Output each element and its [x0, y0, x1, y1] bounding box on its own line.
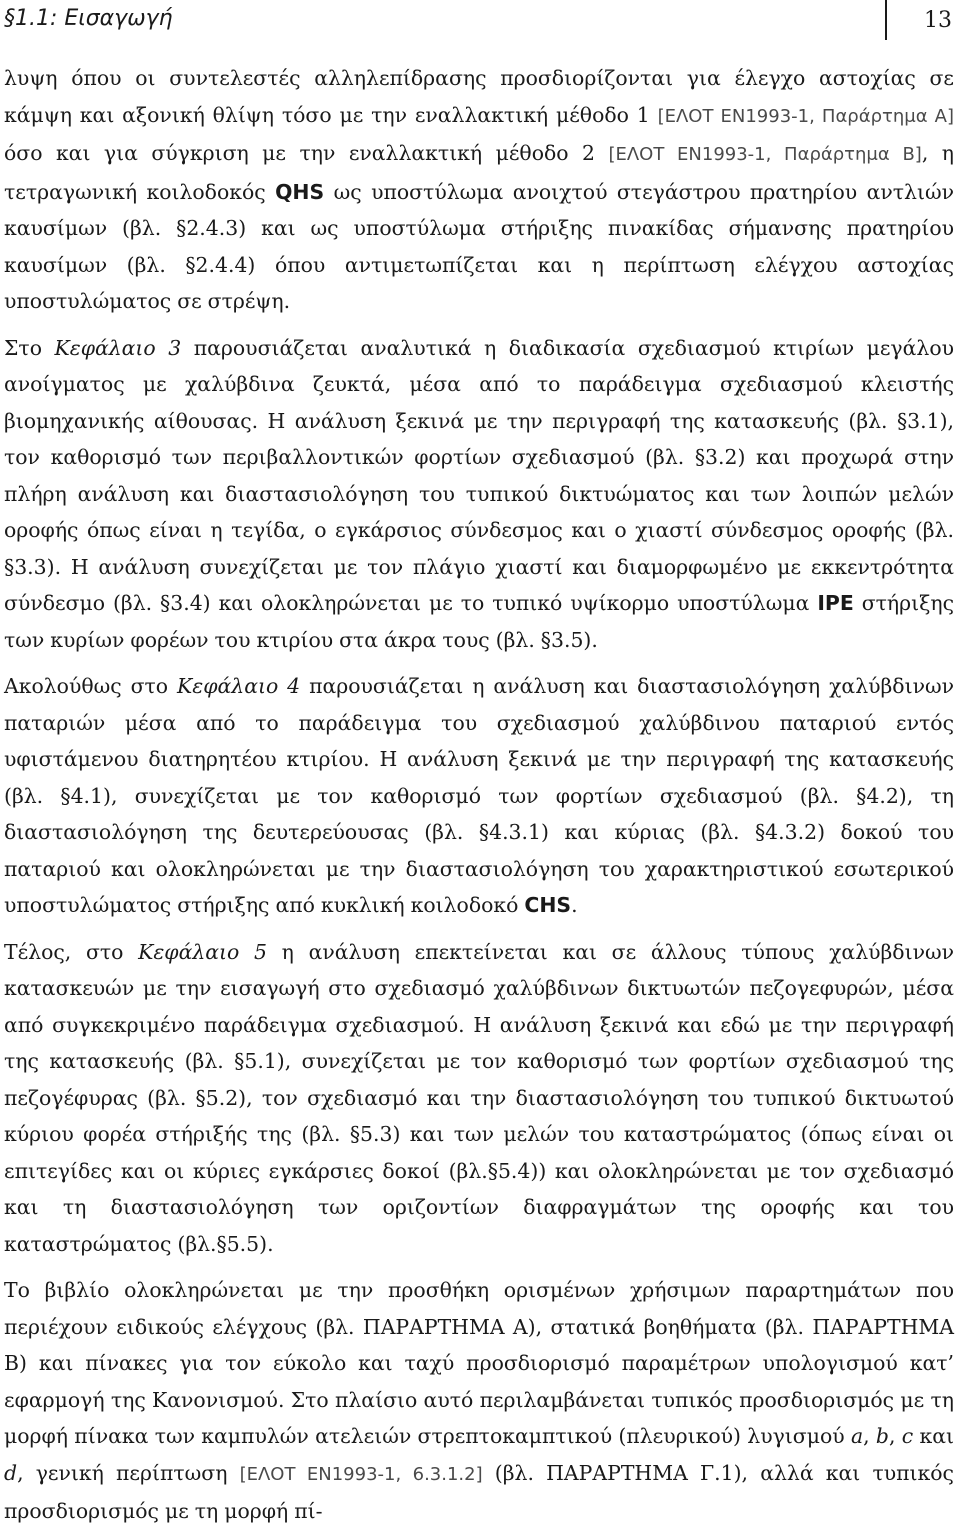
paragraph [4, 934, 954, 1263]
page-number: 13 [924, 8, 952, 33]
citation: [ΕΛΟΤ EN1993-1, Παράρτημα B] [608, 144, 922, 165]
paragraph-text: , η τετραγωνική κοιλοδοκός [4, 141, 954, 204]
bold-term: QHS [275, 179, 325, 204]
paragraph [4, 330, 954, 659]
emphasis-text: b [875, 1424, 889, 1448]
bold-term: CHS [524, 893, 572, 917]
emphasis-text: a [850, 1424, 864, 1448]
paragraph-text: παρουσιάζεται αναλυτικά η διαδικασία σχεδιασμού κτιρίων μεγάλου ανοίγματος με χαλύβδινα ζευκτά, μέσα από το παράδειγμα σχεδιασμού κλειστής βιομηχανικής αίθουσας. Η ανάλυση ξεκινά με την περιγραφή της κατασκευής (βλ. §3.1), τον καθορισμό των περιβαλλοντικών φορτίων σχεδιασμού (βλ. §3.2) και προχωρά στην πλήρη ανάλυση και διαστασιολόγηση του τυπικού δικτυώματος και των λοιπών μελών οροφής όπως είναι η τεγίδα, ο εγκάρσιος σύνδεσμος και ο χιαστί σύνδεσμος οροφής (βλ. §3.3). Η ανάλυση συνεχίζεται με τον πλάγιο χιαστί και διαμορφωμένο με εκκεντρότητα σύνδεσμο (βλ. §3.4) και ολοκληρώνεται με το τυπικό υψίκορμο υποστύλωμα [4, 335, 954, 615]
paragraph [4, 668, 954, 924]
paragraph-text: ως υποστύλωμα ανοιχτού στεγάστρου πρατηρίου αντλιών καυσίμων (βλ. §2.4.3) και ως υποστύλωμα στήριξης πινακίδας σήμανσης πρατηρίου καυσίμων (βλ. §2.4.4) όπου αντιμετωπίζεται και η περίπτωση ελέγχου αστοχίας υποστυλώματος σε στρέψη. [4, 179, 954, 313]
paragraph-text: στήριξης των κυρίων φορέων του κτιρίου στα άκρα τους (βλ. §3.5). [4, 591, 954, 652]
emphasis-text: Κεφάλαιο 4 [177, 674, 301, 698]
paragraph-text: Ακολούθως στο [4, 674, 178, 698]
emphasis-text: c [901, 1424, 914, 1448]
paragraph [4, 1272, 954, 1530]
paragraph-text: Στο [4, 335, 55, 360]
paragraph-text: παρουσιάζεται η ανάλυση και διαστασιολόγηση χαλύβδινων παταριών μέσα από το παράδειγμα του σχεδιασμού χαλύβδινου παταριού εντός υφιστάμενου διατηρητέου κτιρίου. Η ανάλυση ξεκινά με την περιγραφή της κατασκευής (βλ. §4.1), συνεχίζεται με τον καθορισμό των φορτίων σχεδιασμού (βλ. §4.2), τη διαστασιολόγηση της δευτερεύουσας (βλ. §4.3.1) και κύριας (βλ. §4.3.2) δοκού του παταριού και ολοκληρώνεται με την διαστασιολόγηση του χαρακτηριστικού εσωτερικού υποστυλώματος στήριξης από κυκλική κοιλοδοκό [4, 674, 954, 917]
body-text [4, 60, 954, 1540]
paragraph-text: (βλ. ΠΑΡΑΡΤΗΜΑ Γ.1), αλλά και τυπικός προσδιορισμός με τη μορφή πί- [4, 1460, 954, 1523]
paragraph-text: η ανάλυση επεκτείνεται και σε άλλους τύπους χαλύβδινων κατασκευών με την εισαγωγή στο σχεδιασμό χαλύβδινων δικτυωτών πεζογεφυρών, μέσα από συγκεκριμένο παράδειγμα σχεδιασμού. Η ανάλυση ξεκινά και εδώ με την περιγραφή της κατασκευής (βλ. §5.1), συνεχίζεται με τον καθορισμό των φορτίων σχεδιασμού της πεζογέφυρας (βλ. §5.2), τον σχεδιασμό και την διαστασιολόγηση του τυπικού δικτυωτού κύριου φορέα στήριξής της (βλ. §5.3) και των μελών του καταστρώματος (όπως είναι οι επιτεγίδες και οι κύριες εγκάρσιες δοκοί (βλ.§5.4)) και ολοκληρώνεται με τον σχεδιασμό και τη διαστασιολόγηση των οριζοντίων διαφραγμάτων της οροφής και του καταστρώματος (βλ.§5.5). [4, 939, 954, 1256]
header-divider [885, 0, 887, 40]
citation: [ΕΛΟΤ EN1993-1, 6.3.1.2] [239, 1463, 483, 1485]
paragraph-text: και [913, 1424, 955, 1448]
bold-term: IPE [817, 591, 854, 615]
paragraph-text: όσο και για σύγκριση με την εναλλακτική μέθοδο 2 [4, 141, 609, 165]
paragraph [4, 60, 954, 320]
paragraph-text: , [863, 1424, 876, 1448]
running-title: §1.1: Εισαγωγή [4, 6, 173, 31]
paragraph-text: . [571, 893, 578, 917]
paragraph-text: , [888, 1424, 902, 1448]
paragraph-text: , γενική περίπτωση [17, 1460, 240, 1485]
emphasis-text: d [4, 1460, 18, 1485]
paragraph-text: λυψη όπου οι συντελεστές αλληλεπίδρασης προσδιορίζονται για έλεγχο αστοχίας σε κάμψη και αξονική θλίψη τόσο με την εναλλακτική μέθοδο 1 [4, 66, 954, 127]
paragraph-text: Το βιβλίο ολοκληρώνεται με την προσθήκη ορισμένων χρήσιμων παραρτημάτων που περιέχουν ειδικούς ελέγχους (βλ. ΠΑΡΑΡΤΗΜΑ A), στατικά βοηθήματα (βλ. ΠΑΡΑΡΤΗΜΑ B) και πίνακες για τον εύκολο και ταχύ προσδιορισμό παραμέτρων υπολογισμού κατ’ εφαρμογή της Κανονισμού. Στο πλαίσιο αυτό περιλαμβάνεται τυπικός προσδιορισμός με τη μορφή πίνακα των καμπυλών ατελειών στρεπτοκαμπτικού (πλευρικού) λυγισμού [4, 1278, 954, 1448]
emphasis-text: Κεφάλαιο 5 [138, 939, 267, 964]
page-header [0, 0, 960, 40]
citation: [ΕΛΟΤ EN1993-1, Παράρτημα A] [657, 105, 954, 127]
paragraph-text: Τέλος, στο [4, 939, 139, 964]
emphasis-text: Κεφάλαιο 3 [54, 335, 182, 360]
